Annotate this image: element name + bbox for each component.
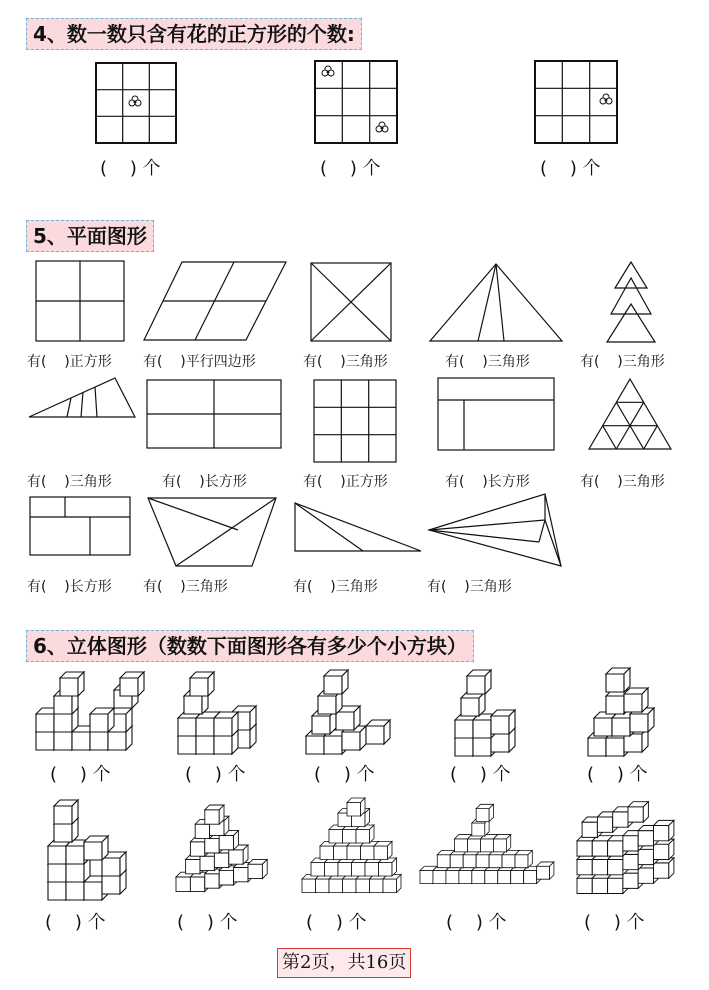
shape-rectangle-split (146, 379, 282, 449)
shape-rectangle-partitioned (437, 377, 555, 451)
label-5-7: 有( )长方形 (162, 474, 247, 490)
label-5-5: 有( )三角形 (580, 354, 665, 370)
label-5-12: 有( )三角形 (143, 579, 228, 595)
answer-6-10[interactable]: ( ) 个 (584, 912, 645, 933)
label-5-10: 有( )三角形 (580, 474, 665, 490)
grid-figure-3 (534, 60, 618, 144)
section-6-heading: 6、立体图形（数数下面图形各有多少个小方块） (26, 630, 474, 662)
shape-rectangle-blocks (29, 496, 131, 556)
cube-figure-10 (577, 800, 673, 896)
answer-6-5[interactable]: ( ) 个 (587, 764, 648, 785)
shape-triangle-grid (587, 377, 673, 451)
page-number: 第2页，共16页 (277, 948, 411, 978)
cube-figure-4 (455, 670, 525, 758)
label-5-8: 有( )正方形 (303, 474, 388, 490)
section-4-heading: 4、数一数只含有花的正方形的个数: (26, 18, 362, 50)
label-5-4: 有( )三角形 (445, 354, 530, 370)
answer-6-6[interactable]: ( ) 个 (45, 912, 106, 933)
label-5-2: 有( )平行四边形 (143, 354, 256, 370)
answer-6-1[interactable]: ( ) 个 (50, 764, 111, 785)
shape-trapezoid-triangles (146, 496, 278, 568)
flower-icon (600, 94, 612, 104)
label-5-6: 有( )三角形 (27, 474, 112, 490)
shape-square-3x3 (313, 379, 397, 463)
section-5-heading: 5、平面图形 (26, 220, 154, 252)
answer-6-9[interactable]: ( ) 个 (446, 912, 507, 933)
cube-figure-2 (178, 672, 268, 756)
cube-figure-3 (306, 670, 396, 756)
grid-figure-2 (314, 60, 398, 144)
label-5-11: 有( )长方形 (27, 579, 112, 595)
shape-square-crossed (310, 262, 392, 342)
shape-parallelogram (142, 260, 288, 342)
label-5-9: 有( )长方形 (445, 474, 530, 490)
shape-fan-obtuse-triangle (27, 376, 137, 420)
answer-4-2[interactable]: ( ) 个 (320, 158, 381, 179)
flower-icon (376, 122, 388, 132)
label-5-14: 有( )三角形 (427, 579, 512, 595)
flower-icon (129, 96, 141, 106)
answer-6-3[interactable]: ( ) 个 (314, 764, 375, 785)
cube-figure-5 (588, 668, 660, 758)
answer-6-8[interactable]: ( ) 个 (306, 912, 367, 933)
shape-obtuse-triangle-lines (293, 501, 423, 553)
shape-fan-triangle (428, 262, 564, 342)
cube-figure-1 (36, 672, 156, 754)
answer-4-3[interactable]: ( ) 个 (540, 158, 601, 179)
cube-figure-9 (420, 800, 558, 886)
label-5-3: 有( )三角形 (303, 354, 388, 370)
flower-icon (322, 66, 334, 76)
answer-4-1[interactable]: ( ) 个 (100, 158, 161, 179)
answer-6-4[interactable]: ( ) 个 (450, 764, 511, 785)
label-5-1: 有( )正方形 (27, 354, 112, 370)
shape-stacked-triangles (605, 260, 657, 344)
shape-star-triangle (427, 492, 567, 568)
grid-figure-1 (95, 62, 177, 144)
answer-6-2[interactable]: ( ) 个 (185, 764, 246, 785)
cube-figure-6 (48, 800, 132, 902)
answer-6-7[interactable]: ( ) 个 (177, 912, 238, 933)
label-5-13: 有( )三角形 (293, 579, 378, 595)
cube-figure-7 (176, 805, 276, 897)
cube-figure-8 (302, 798, 410, 896)
shape-square-quartered (35, 260, 125, 342)
